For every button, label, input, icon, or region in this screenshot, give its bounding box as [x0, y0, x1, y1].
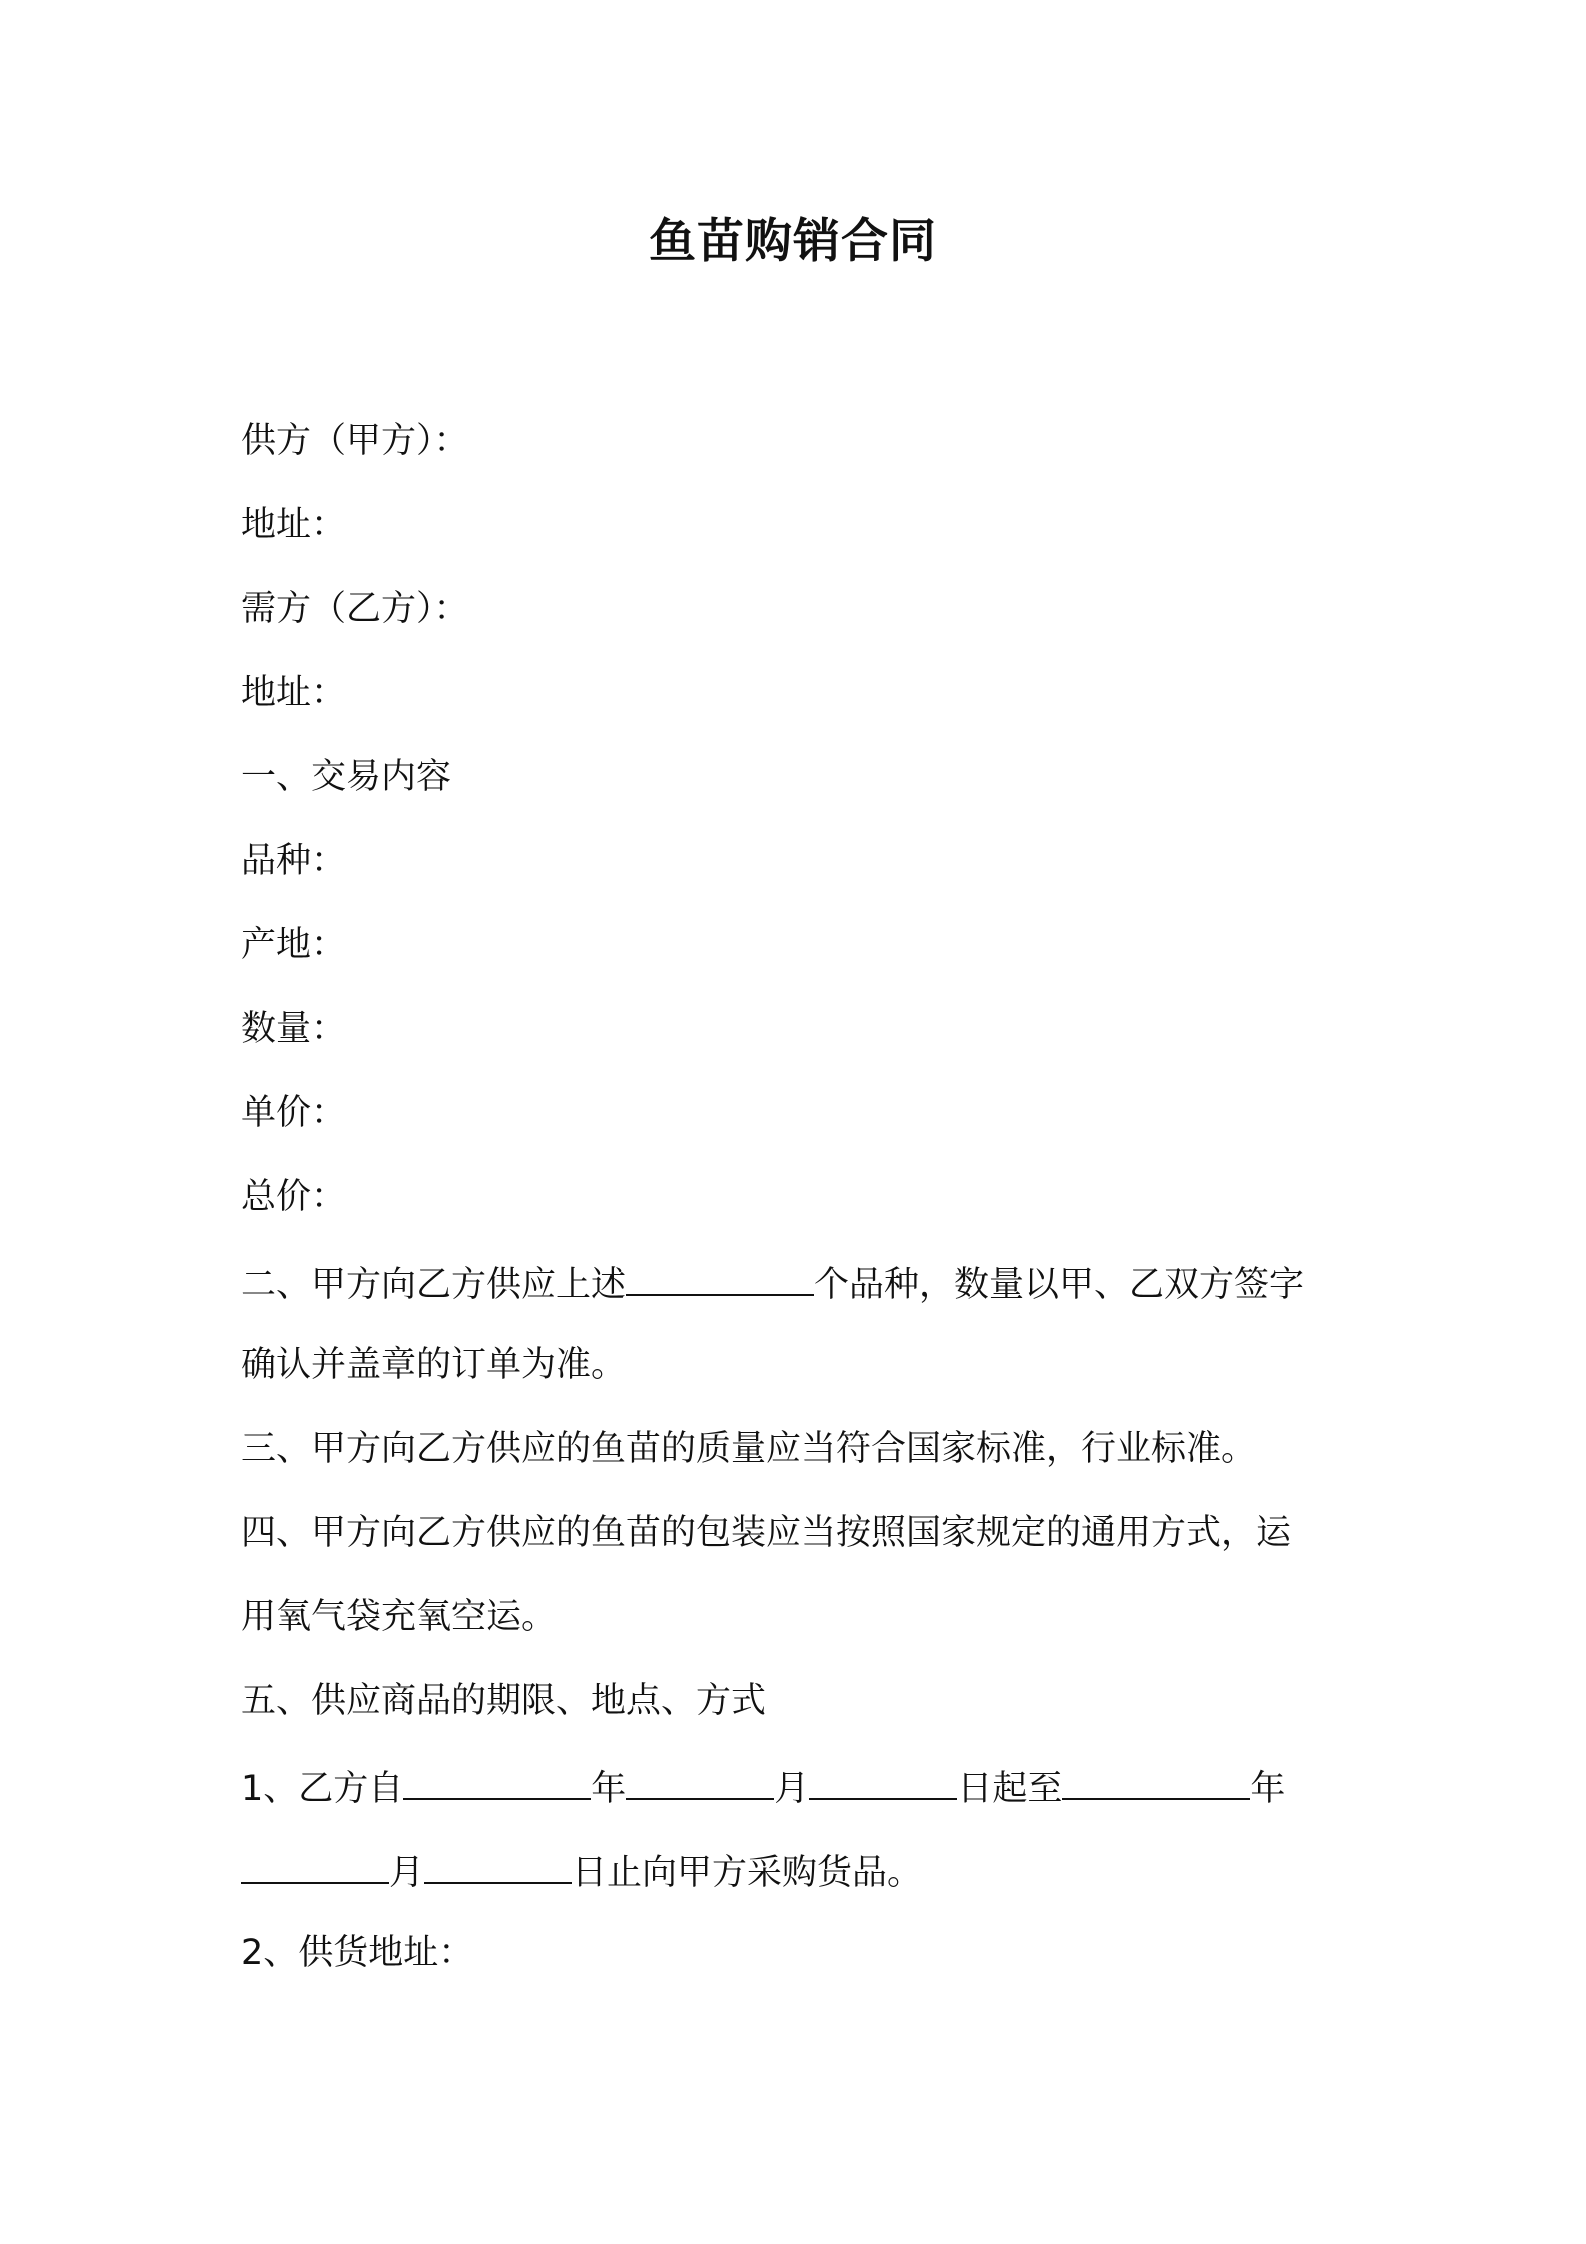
end-month-blank[interactable] — [241, 1844, 389, 1884]
clause4-line1: 四、甲方向乙方供应的鱼苗的包装应当按照国家规定的通用方式，运 — [241, 1513, 1292, 1553]
variety-count-blank[interactable] — [626, 1256, 814, 1296]
start-month-blank[interactable] — [626, 1760, 774, 1800]
clause2-text-b: 个品种，数量以甲、乙双方签字 — [814, 1265, 1305, 1305]
supplier-label: 供方（甲方）： — [241, 421, 469, 461]
start-year-blank[interactable] — [403, 1760, 591, 1800]
clause2-text-a: 二、甲方向乙方供应上述 — [241, 1265, 627, 1305]
end-year-blank[interactable] — [1062, 1760, 1250, 1800]
clause4-line2: 用氧气袋充氧空运。 — [241, 1597, 557, 1637]
end-month-label: 月 — [389, 1853, 425, 1893]
clause2-line2: 确认并盖章的订单为准。 — [241, 1345, 627, 1385]
item2-supply-address: 2、供货地址： — [241, 1933, 474, 1973]
unit-price-label: 单价： — [241, 1093, 347, 1133]
end-day-blank[interactable] — [424, 1844, 572, 1884]
variety-label: 品种： — [241, 841, 347, 881]
day-from-label: 日起至 — [957, 1769, 1063, 1809]
section1-heading: 一、交易内容 — [241, 757, 452, 797]
document-title: 鱼苗购销合同 — [649, 214, 937, 269]
buyer-label: 需方（乙方）： — [241, 589, 469, 629]
item1-line2 — [241, 1844, 1361, 1898]
clause3: 三、甲方向乙方供应的鱼苗的质量应当符合国家标准，行业标准。 — [241, 1429, 1257, 1469]
section5-heading: 五、供应商品的期限、地点、方式 — [241, 1681, 767, 1721]
supplier-address-label: 地址： — [241, 505, 347, 545]
start-month-label: 月 — [774, 1769, 810, 1809]
buyer-address-label: 地址： — [241, 673, 347, 713]
item1-line1 — [241, 1760, 1361, 1814]
origin-label: 产地： — [241, 925, 347, 965]
day-to-label: 日止向甲方采购货品。 — [572, 1853, 923, 1893]
quantity-label: 数量： — [241, 1009, 347, 1049]
end-year-label: 年 — [1250, 1769, 1286, 1809]
total-price-label: 总价： — [241, 1177, 347, 1217]
start-day-blank[interactable] — [809, 1760, 957, 1800]
item1-prefix: 1、乙方自 — [241, 1769, 404, 1809]
clause2-line1 — [241, 1256, 1361, 1310]
start-year-label: 年 — [591, 1769, 627, 1809]
